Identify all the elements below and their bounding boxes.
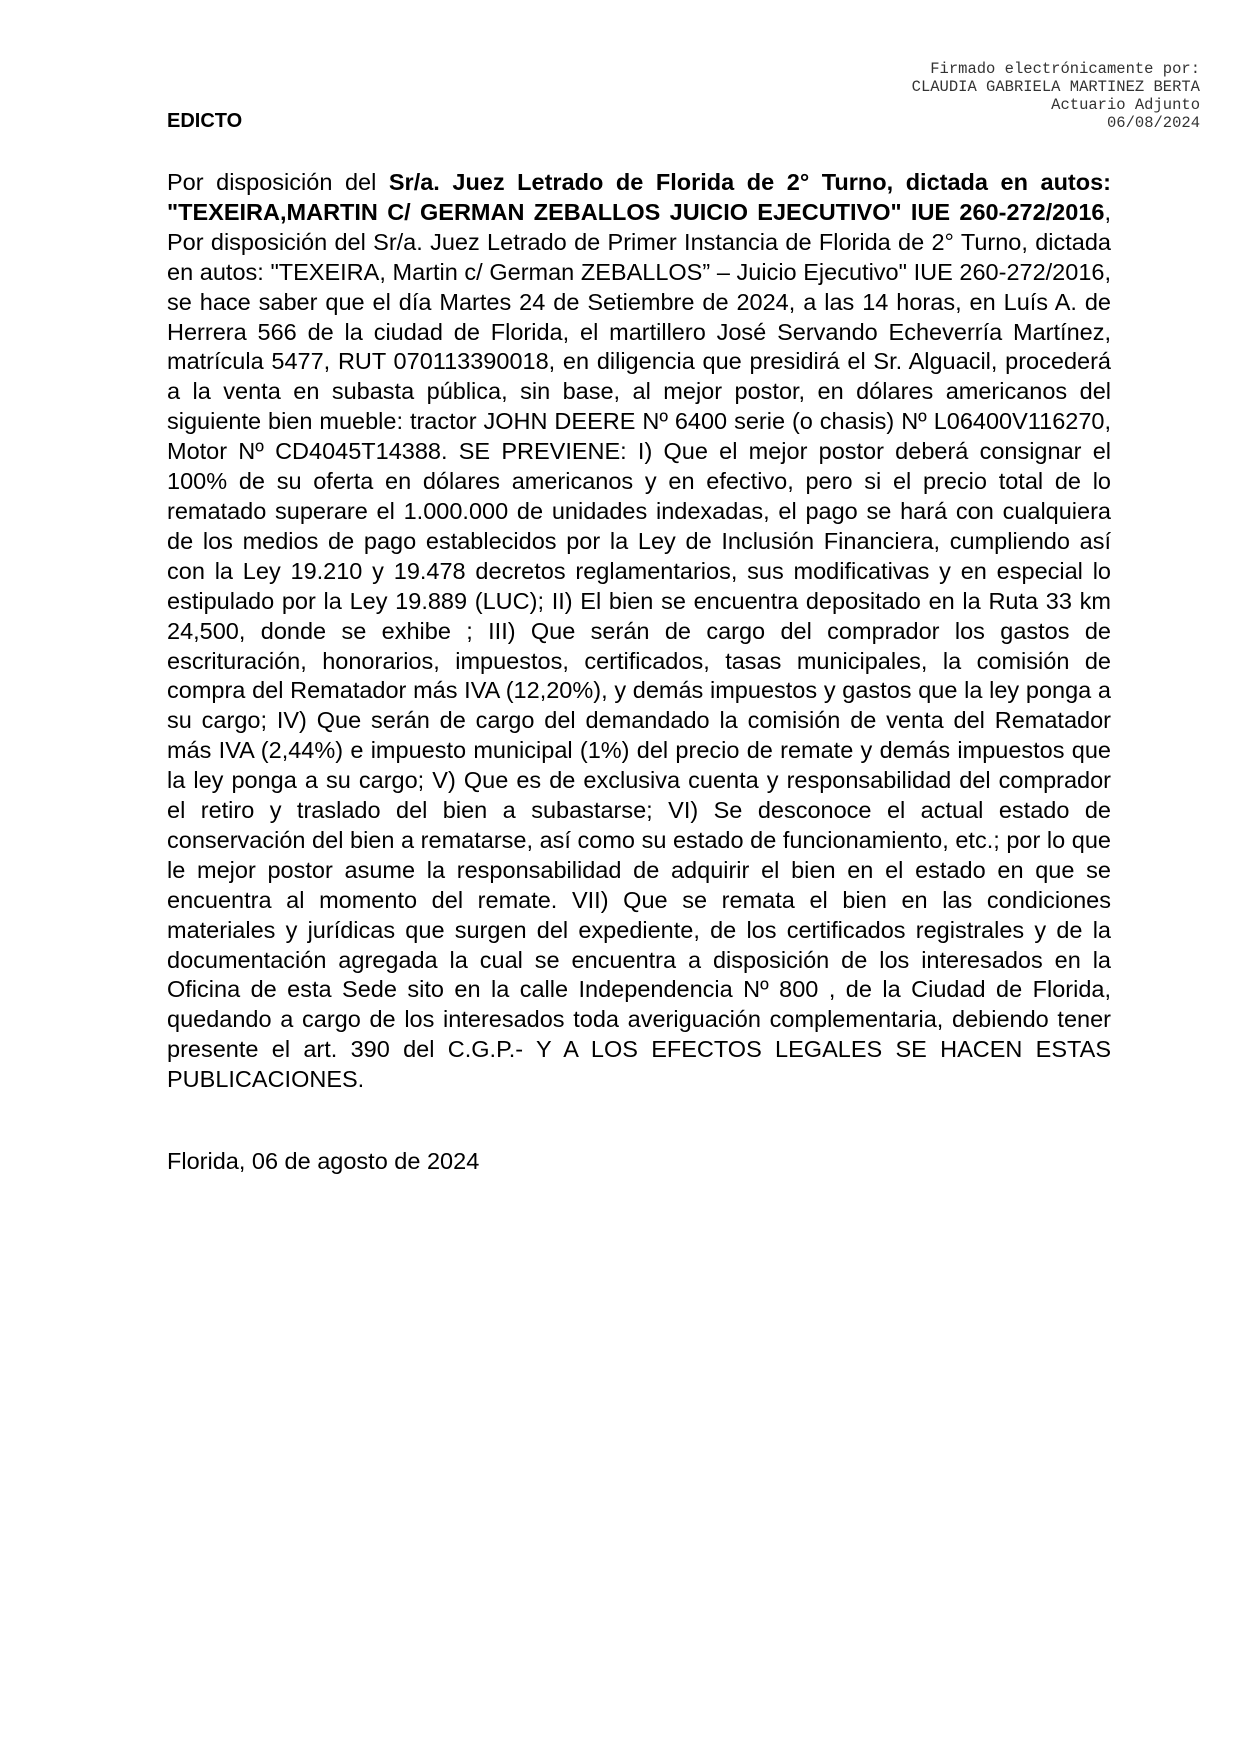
edict-body — [167, 168, 1111, 1095]
signer-role: Actuario Adjunto — [1051, 96, 1200, 114]
body-main-text: , Por disposición del Sr/a. Juez Letrado de Primer Instancia de Florida de 2° Turno, dictada en autos: "TEXEIRA, Martin c/ German ZEBALLOS” – Juicio Ejecutivo" IUE 260-272/2016, se hace saber que el día Martes 24 de Setiembre de 2024, a las 14 horas, en Luís A. de Herrera 566 de la ciudad de Florida, el martillero José Servando Echeverría Martínez, matrícula 5477, RUT 070113390018, en diligencia que presidirá el Sr. Alguacil, procederá a la venta en subasta pública, sin base, al mejor postor, en dólares americanos del siguiente bien mueble: tractor JOHN DEERE Nº 6400 serie (o chasis) Nº L06400V116270, Motor Nº CD4045T14388. SE PREVIENE: I) Que el mejor postor deberá consignar el 100% de su oferta en dólares americanos y en efectivo, pero si el precio total de lo rematado superare el 1.000.000 de unidades indexadas, el pago se hará con cualquiera de los medios de pago establecidos por la Ley de Inclusión Financiera, cumpliendo así con la Ley 19.210 y 19.478 decretos reglamentarios, sus modificativas y en especial lo estipulado por la Ley 19.889 (LUC); II) El bien se encuentra depositado en la Ruta 33 km 24,500, donde se exhibe ; III) Que serán de cargo del comprador los gastos de escrituración, honorarios, impuestos, certificados, tasas municipales, la comisión de compra del Rematador más IVA (12,20%), y demás impuestos y gastos que la ley ponga a su cargo; IV) Que serán de cargo del demandado la comisión de venta del Rematador más IVA (2,44%) e impuesto municipal (1%) del precio de remate y demás impuestos que la ley ponga a su cargo; V) Que es de exclusiva cuenta y responsabilidad del comprador el retiro y traslado del bien a subastarse; VI) Se desconoce el actual estado de conservación del bien a rematarse, así como su estado de funcionamiento, etc.; por lo que le mejor postor asume la responsabilidad de adquirir el bien en el estado en que se encuentra al momento del remate. VII) Que se remata el bien en las condiciones materiales y jurídicas que surgen del expediente, de los certificados registrales y de la documentación agregada la cual se encuentra a disposición de los interesados en la Oficina de esta Sede sito en la calle Independencia Nº 800 , de la Ciudad de Florida, quedando a cargo de los interesados toda averiguación complementaria, debiendo tener presente el art. 390 del C.G.P.- Y A LOS EFECTOS LEGALES SE HACEN ESTAS PUBLICACIONES. — [167, 198, 1111, 1093]
body-intro: Por disposición del — [167, 169, 389, 195]
body-court-and-case: Sr/a. Juez Letrado de Florida de 2° Turno, dictada en autos: "TEXEIRA,MARTIN C/ GERMAN ZEBALLOS JUICIO EJECUTIVO" IUE 260-272/2016 — [167, 169, 1112, 225]
electronic-signature-block — [912, 60, 1200, 132]
document-title: EDICTO — [167, 110, 243, 132]
signature-label: Firmado electrónicamente por: — [930, 60, 1200, 78]
place-and-date: Florida, 06 de agosto de 2024 — [167, 1148, 480, 1174]
signer-name: CLAUDIA GABRIELA MARTINEZ BERTA — [911, 78, 1200, 96]
signature-date: 06/08/2024 — [1106, 114, 1200, 132]
